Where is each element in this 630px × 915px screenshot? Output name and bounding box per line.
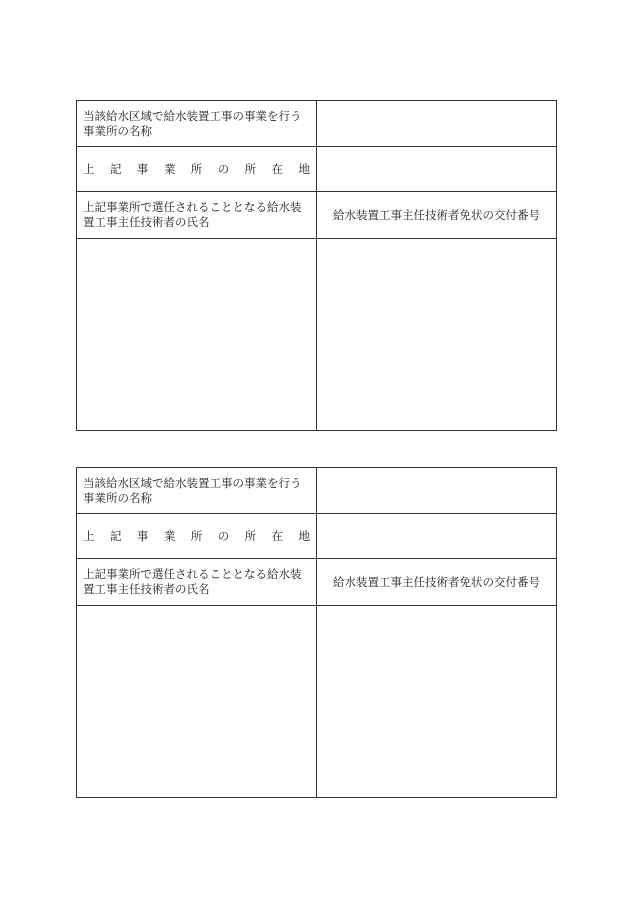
license-number-field[interactable] [317,606,557,798]
engineer-name-header: 上記事業所で選任されることとなる給水装置工事主任技術者の氏名 [77,559,317,606]
office-name-field[interactable] [317,468,557,514]
address-label-char: 地 [298,161,310,176]
address-label-char: 地 [298,528,310,543]
address-label-char: 所 [244,528,257,543]
address-label-char: 上 [83,528,95,543]
license-number-header: 給水装置工事主任技術者免状の交付番号 [317,192,557,239]
office-form-table-2 [76,467,557,798]
address-label-char: 業 [163,528,176,543]
address-label-char: 記 [109,528,122,543]
address-label-char: 記 [109,161,122,176]
address-label-char: 所 [190,528,203,543]
office-address-label [77,514,317,559]
address-label-char: の [217,161,230,176]
license-number-field[interactable] [317,239,557,431]
office-name-label: 当該給水区域で給水装置工事の事業を行う事業所の名称 [77,101,317,147]
address-label-char: の [217,528,230,543]
office-name-field[interactable] [317,101,557,147]
address-label-char: 在 [271,161,284,176]
license-number-header: 給水装置工事主任技術者免状の交付番号 [317,559,557,606]
address-label-char: 所 [244,161,257,176]
address-label-char: 所 [190,161,203,176]
address-label-char: 在 [271,528,284,543]
office-name-label: 当該給水区域で給水装置工事の事業を行う事業所の名称 [77,468,317,514]
address-label-char: 事 [136,528,149,543]
address-label-char: 業 [163,161,176,176]
engineer-name-header: 上記事業所で選任されることとなる給水装置工事主任技術者の氏名 [77,192,317,239]
engineer-name-field[interactable] [77,239,317,431]
engineer-name-field[interactable] [77,606,317,798]
address-label-char: 上 [83,161,95,176]
address-label-char: 事 [136,161,149,176]
office-address-field[interactable] [317,514,557,559]
office-form-table-1 [76,100,557,431]
office-address-label [77,147,317,192]
office-address-field[interactable] [317,147,557,192]
